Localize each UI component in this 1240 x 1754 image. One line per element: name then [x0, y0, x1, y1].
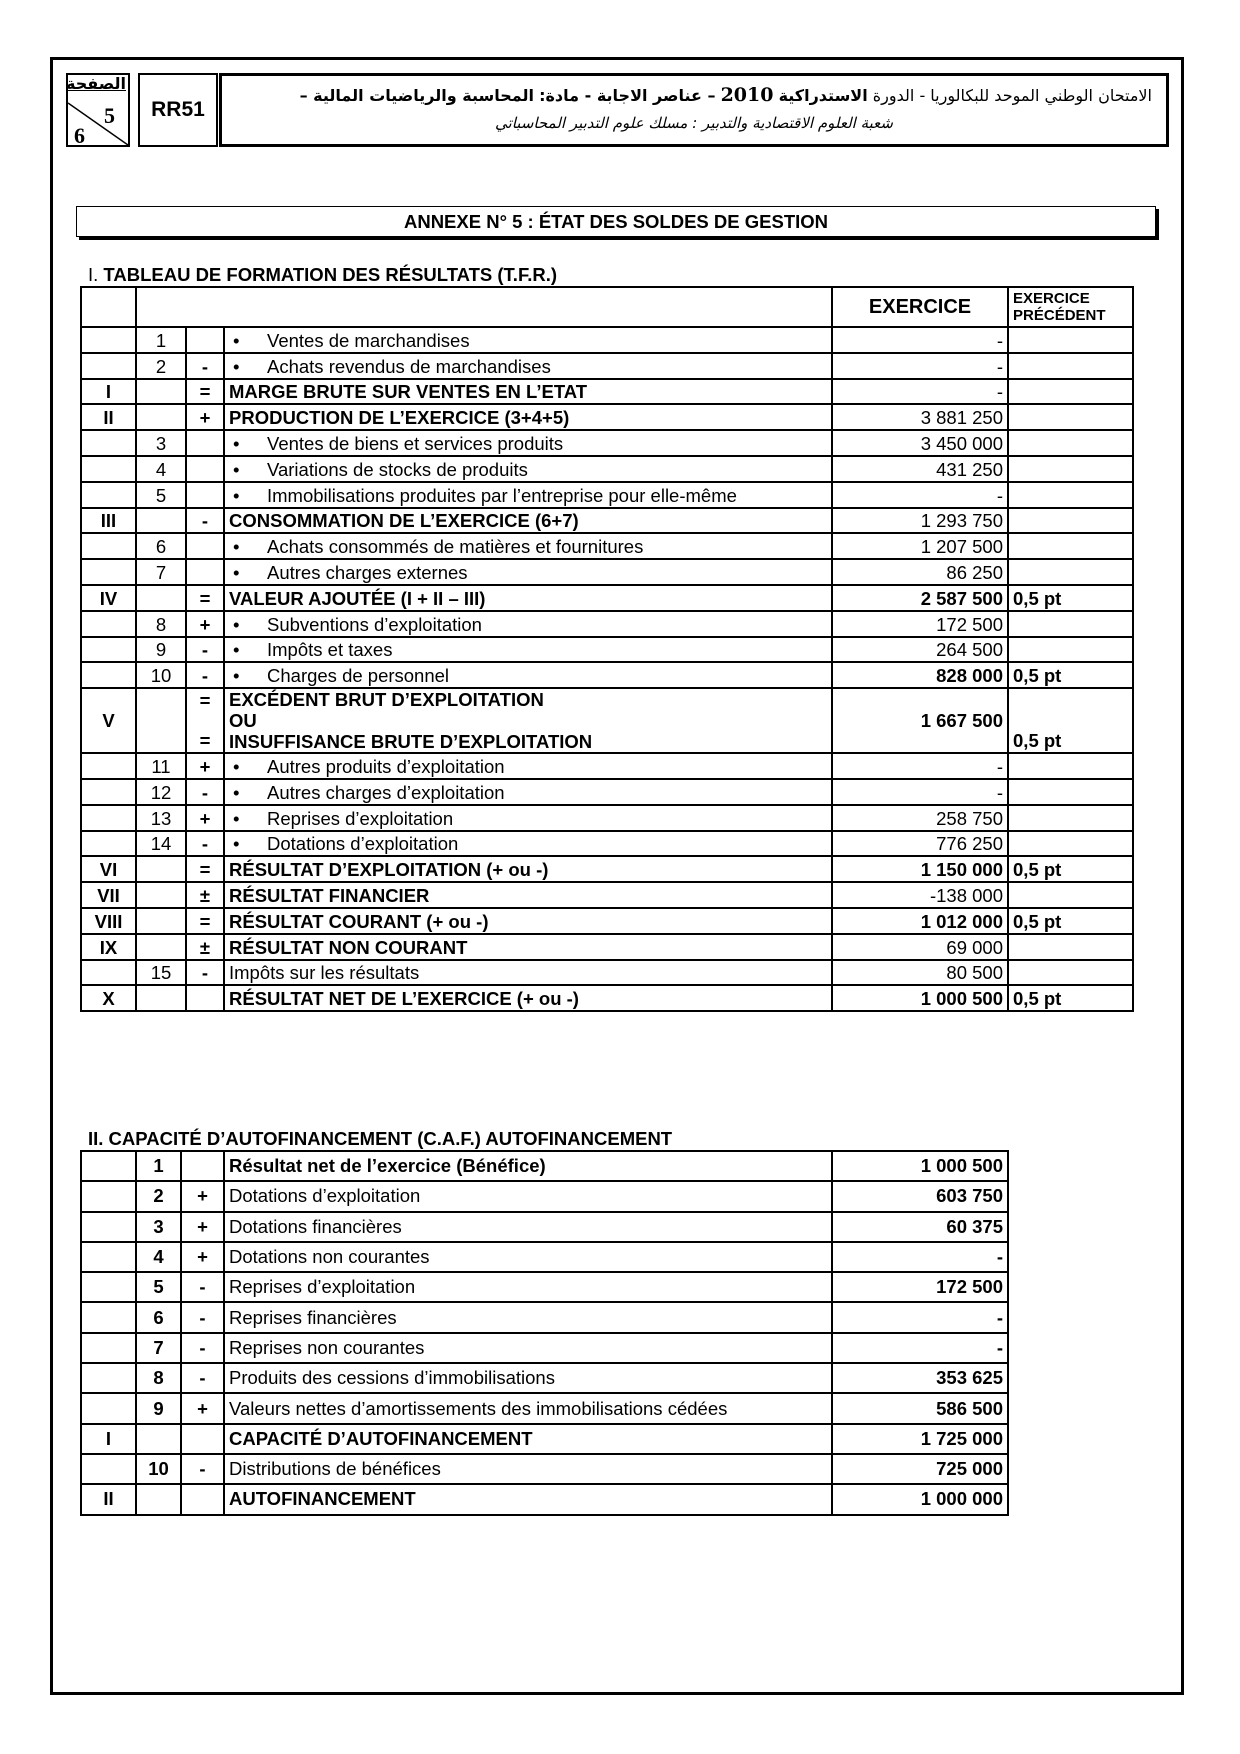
row-points [1008, 882, 1133, 908]
row-sign: - [181, 1302, 224, 1332]
row-roman: II [81, 404, 136, 430]
row-label: AUTOFINANCEMENT [224, 1484, 832, 1514]
row-sign: + [181, 1212, 224, 1242]
tfr-row [81, 611, 1133, 637]
row-points: 0,5 pt [1008, 856, 1133, 882]
row-sign: - [181, 1333, 224, 1363]
row-number: 6 [136, 1302, 181, 1332]
row-value: -138 000 [832, 882, 1008, 908]
row-points: 0,5 pt [1008, 985, 1133, 1011]
caf-row [81, 1242, 1008, 1272]
caf-title: II. CAPACITÉ D’AUTOFINANCEMENT (C.A.F.) AUTOFINANCEMENT [88, 1128, 673, 1149]
caf-row [81, 1212, 1008, 1242]
row-points: 0,5 pt [1008, 585, 1133, 611]
tfr-row [81, 985, 1133, 1011]
row-points [1008, 753, 1133, 779]
tfr-row [81, 533, 1133, 559]
row-label: CAPACITÉ D’AUTOFINANCEMENT [224, 1424, 832, 1454]
tfr-row [81, 662, 1133, 688]
row-value: 828 000 [832, 662, 1008, 688]
row-number: 8 [136, 611, 186, 637]
tfr-row [81, 404, 1133, 430]
title-subject: المحاسبة والرياضيات المالية – [299, 86, 534, 105]
row-sign: = [186, 379, 224, 405]
row-roman [81, 559, 136, 585]
row-label: • Reprises d’exploitation [224, 805, 832, 831]
tfr-row [81, 856, 1133, 882]
row-number: 13 [136, 805, 186, 831]
row-roman [81, 1393, 136, 1423]
row-value: 1 150 000 [832, 856, 1008, 882]
row-sign [181, 1151, 224, 1181]
tfr-row [81, 908, 1133, 934]
row-number [136, 379, 186, 405]
row-number: 6 [136, 533, 186, 559]
row-number: 7 [136, 1333, 181, 1363]
row-points [1008, 960, 1133, 986]
row-roman [81, 1181, 136, 1211]
row-label: Impôts sur les résultats [224, 960, 832, 986]
caf-row [81, 1484, 1008, 1514]
row-sign [186, 533, 224, 559]
row-sign: + [186, 753, 224, 779]
row-roman [81, 353, 136, 379]
title-year: 2010 [720, 84, 774, 106]
row-sign: + [186, 805, 224, 831]
row-label: • Charges de personnel [224, 662, 832, 688]
tfr-row [81, 508, 1133, 534]
row-points [1008, 353, 1133, 379]
row-label: Reprises d’exploitation [224, 1272, 832, 1302]
col-exercice: EXERCICE [832, 287, 1008, 327]
row-sign: - [186, 662, 224, 688]
row-roman [81, 1454, 136, 1484]
row-points [1008, 379, 1133, 405]
row-number: 11 [136, 753, 186, 779]
row-sign: = [186, 585, 224, 611]
row-label: VALEUR AJOUTÉE (I + II – III) [224, 585, 832, 611]
tfr-row-ebe [81, 688, 1133, 753]
row-sign: - [186, 831, 224, 857]
row-value: 776 250 [832, 831, 1008, 857]
tfr-row [81, 559, 1133, 585]
row-label: • Ventes de biens et services produits [224, 430, 832, 456]
row-points: 0,5 pt [1008, 662, 1133, 688]
row-sign [186, 985, 224, 1011]
row-sign: ± [186, 934, 224, 960]
exam-subtitle: شعبة العلوم الاقتصادية والتدبير : مسلك علوم التدبير المحاسباتي [495, 114, 893, 132]
title-part1: الامتحان الوطني الموحد للبكالوريا - الدورة [872, 86, 1152, 105]
row-sign: = [186, 856, 224, 882]
row-roman [81, 456, 136, 482]
sign-2: = [199, 729, 211, 751]
row-points [1008, 934, 1133, 960]
row-roman [81, 637, 136, 663]
row-number: 4 [136, 1242, 181, 1272]
row-label: Produits des cessions d’immobilisations [224, 1363, 832, 1393]
tfr-table [80, 286, 1134, 1012]
row-roman: II [81, 1484, 136, 1514]
row-number [136, 856, 186, 882]
row-number: 2 [136, 353, 186, 379]
row-number: 1 [136, 327, 186, 353]
row-label: • Autres charges d’exploitation [224, 779, 832, 805]
row-value: - [832, 482, 1008, 508]
row-label: CONSOMMATION DE L’EXERCICE (6+7) [224, 508, 832, 534]
row-number: 15 [136, 960, 186, 986]
row-value: 3 881 250 [832, 404, 1008, 430]
row-value: 1 293 750 [832, 508, 1008, 534]
row-roman [81, 1151, 136, 1181]
row-value: 1 000 500 [832, 1151, 1008, 1181]
tfr-title: I. TABLEAU DE FORMATION DES RÉSULTATS (T.F.R.) [88, 264, 557, 285]
row-label: Résultat net de l’exercice (Bénéfice) [224, 1151, 832, 1181]
row-points: 0,5 pt [1008, 908, 1133, 934]
tfr-row [81, 753, 1133, 779]
row-points [1008, 831, 1133, 857]
row-roman: VII [81, 882, 136, 908]
ebe-line3: INSUFFISANCE BRUTE D’EXPLOITATION [229, 731, 593, 753]
caf-row [81, 1272, 1008, 1302]
row-value: 353 625 [832, 1363, 1008, 1393]
row-sign: + [181, 1181, 224, 1211]
row-label: • Achats revendus de marchandises [224, 353, 832, 379]
row-value: - [832, 1242, 1008, 1272]
tfr-row [81, 779, 1133, 805]
row-sign: - [181, 1272, 224, 1302]
row-label: Reprises financières [224, 1302, 832, 1332]
caf-row [81, 1302, 1008, 1332]
row-roman [81, 327, 136, 353]
ebe-line2: OU [229, 710, 257, 732]
row-roman: VIII [81, 908, 136, 934]
row-number: 4 [136, 456, 186, 482]
page-number-box [66, 73, 130, 147]
row-value: - [832, 753, 1008, 779]
row-roman [81, 662, 136, 688]
row-sign: - [186, 779, 224, 805]
row-number [136, 934, 186, 960]
tfr-row [81, 831, 1133, 857]
col-exercice-precedent: EXERCICE PRÉCÉDENT [1008, 287, 1133, 327]
caf-row [81, 1454, 1008, 1484]
ebe-line1: EXCÉDENT BRUT D’EXPLOITATION [229, 689, 544, 711]
row-value: 725 000 [832, 1454, 1008, 1484]
tfr-row [81, 805, 1133, 831]
row-sign [186, 559, 224, 585]
row-roman [81, 779, 136, 805]
row-label [224, 688, 832, 753]
row-sign: + [181, 1393, 224, 1423]
row-label: • Achats consommés de matières et fournitures [224, 533, 832, 559]
row-value: 1 012 000 [832, 908, 1008, 934]
row-sign [181, 1484, 224, 1514]
page-total: 6 [74, 123, 85, 148]
row-sign [186, 430, 224, 456]
row-number: 10 [136, 662, 186, 688]
row-number [136, 882, 186, 908]
row-points [1008, 559, 1133, 585]
row-value: - [832, 353, 1008, 379]
row-label: Dotations financières [224, 1212, 832, 1242]
row-points [1008, 327, 1133, 353]
row-label: • Ventes de marchandises [224, 327, 832, 353]
row-roman: IX [81, 934, 136, 960]
tfr-row [81, 456, 1133, 482]
row-roman: V [81, 688, 136, 753]
row-value: 80 500 [832, 960, 1008, 986]
row-sign [186, 688, 224, 753]
row-label: Dotations non courantes [224, 1242, 832, 1272]
row-number: 3 [136, 1212, 181, 1242]
row-label: Reprises non courantes [224, 1333, 832, 1363]
row-roman [81, 1302, 136, 1332]
row-number: 9 [136, 637, 186, 663]
row-label: RÉSULTAT FINANCIER [224, 882, 832, 908]
row-roman [81, 533, 136, 559]
tfr-row [81, 934, 1133, 960]
row-roman [81, 482, 136, 508]
caf-row [81, 1151, 1008, 1181]
row-sign: - [181, 1454, 224, 1484]
row-roman [81, 1333, 136, 1363]
row-label: Distributions de bénéfices [224, 1454, 832, 1484]
row-roman [81, 805, 136, 831]
row-roman: III [81, 508, 136, 534]
row-number: 1 [136, 1151, 181, 1181]
row-value: 2 587 500 [832, 585, 1008, 611]
row-value: - [832, 1333, 1008, 1363]
row-number [136, 688, 186, 753]
row-points [1008, 456, 1133, 482]
row-label: RÉSULTAT D’EXPLOITATION (+ ou -) [224, 856, 832, 882]
caf-row [81, 1181, 1008, 1211]
row-number [136, 404, 186, 430]
row-label: • Autres produits d’exploitation [224, 753, 832, 779]
caf-row [81, 1333, 1008, 1363]
tfr-row [81, 379, 1133, 405]
row-value: 172 500 [832, 1272, 1008, 1302]
row-sign: - [186, 637, 224, 663]
tfr-header-row [81, 287, 1133, 327]
row-number: 8 [136, 1363, 181, 1393]
row-value: 1 207 500 [832, 533, 1008, 559]
row-sign: - [186, 353, 224, 379]
row-number: 2 [136, 1181, 181, 1211]
row-value: - [832, 1302, 1008, 1332]
row-label: • Dotations d’exploitation [224, 831, 832, 857]
row-label: RÉSULTAT COURANT (+ ou -) [224, 908, 832, 934]
row-sign: - [186, 508, 224, 534]
row-number [136, 1424, 181, 1454]
exam-title-line1 [300, 84, 1152, 106]
row-points [1008, 805, 1133, 831]
caf-row [81, 1424, 1008, 1454]
row-value: 603 750 [832, 1181, 1008, 1211]
row-points [1008, 430, 1133, 456]
row-roman [81, 430, 136, 456]
row-roman [81, 960, 136, 986]
row-roman [81, 611, 136, 637]
row-roman [81, 1272, 136, 1302]
row-label: Dotations d’exploitation [224, 1181, 832, 1211]
tfr-row [81, 482, 1133, 508]
row-roman: I [81, 379, 136, 405]
row-number: 3 [136, 430, 186, 456]
row-sign [181, 1424, 224, 1454]
row-value: - [832, 379, 1008, 405]
row-sign: + [186, 404, 224, 430]
tfr-row [81, 430, 1133, 456]
annex-title: ANNEXE N° 5 : ÉTAT DES SOLDES DE GESTION [76, 206, 1156, 237]
row-sign: + [181, 1242, 224, 1272]
tfr-row [81, 585, 1133, 611]
row-value: 172 500 [832, 611, 1008, 637]
row-sign: - [186, 960, 224, 986]
row-sign: = [186, 908, 224, 934]
row-sign: ± [186, 882, 224, 908]
row-roman: I [81, 1424, 136, 1454]
exam-code: RR51 [138, 73, 218, 147]
row-number: 7 [136, 559, 186, 585]
row-points [1008, 533, 1133, 559]
row-value: 60 375 [832, 1212, 1008, 1242]
tfr-row [81, 882, 1133, 908]
row-number [136, 1484, 181, 1514]
row-points [1008, 508, 1133, 534]
row-roman: VI [81, 856, 136, 882]
row-label: • Variations de stocks de produits [224, 456, 832, 482]
row-number: 12 [136, 779, 186, 805]
row-number [136, 985, 186, 1011]
row-label: • Autres charges externes [224, 559, 832, 585]
caf-row [81, 1363, 1008, 1393]
tfr-row [81, 353, 1133, 379]
row-points: 0,5 pt [1008, 688, 1133, 753]
row-number: 9 [136, 1393, 181, 1423]
tfr-title-text: TABLEAU DE FORMATION DES RÉSULTATS (T.F.R.) [103, 264, 557, 285]
row-roman [81, 831, 136, 857]
row-value: 586 500 [832, 1393, 1008, 1423]
row-roman [81, 1212, 136, 1242]
row-points [1008, 779, 1133, 805]
row-number: 5 [136, 1272, 181, 1302]
row-value: 1 000 000 [832, 1484, 1008, 1514]
row-value: 3 450 000 [832, 430, 1008, 456]
row-value: 69 000 [832, 934, 1008, 960]
tfr-row [81, 327, 1133, 353]
title-part2: – عناصر الاجابة - مادة: [539, 86, 716, 105]
row-value: 1 000 500 [832, 985, 1008, 1011]
page-label: الصفحة [65, 74, 126, 93]
row-number: 14 [136, 831, 186, 857]
row-value: - [832, 327, 1008, 353]
sign-1: = [199, 689, 211, 711]
row-value: 86 250 [832, 559, 1008, 585]
row-points [1008, 611, 1133, 637]
row-sign: + [186, 611, 224, 637]
row-label: Valeurs nettes d’amortissements des immobilisations cédées [224, 1393, 832, 1423]
row-number: 10 [136, 1454, 181, 1484]
row-number [136, 908, 186, 934]
row-value: - [832, 779, 1008, 805]
row-label: RÉSULTAT NON COURANT [224, 934, 832, 960]
row-points [1008, 404, 1133, 430]
row-number [136, 585, 186, 611]
row-points [1008, 482, 1133, 508]
row-points [1008, 637, 1133, 663]
row-value: 258 750 [832, 805, 1008, 831]
caf-row [81, 1393, 1008, 1423]
row-roman [81, 753, 136, 779]
row-value: 431 250 [832, 456, 1008, 482]
row-value: 1 725 000 [832, 1424, 1008, 1454]
row-sign [186, 482, 224, 508]
row-roman [81, 1242, 136, 1272]
row-roman: IV [81, 585, 136, 611]
row-sign [186, 456, 224, 482]
title-session: الاستدراكية [778, 86, 868, 105]
row-label: PRODUCTION DE L’EXERCICE (3+4+5) [224, 404, 832, 430]
row-number: 5 [136, 482, 186, 508]
row-value: 1 667 500 [832, 688, 1008, 753]
row-label: RÉSULTAT NET DE L’EXERCICE (+ ou -) [224, 985, 832, 1011]
caf-table [80, 1150, 1009, 1516]
tfr-row [81, 637, 1133, 663]
exam-title [219, 73, 1169, 147]
row-label: • Subventions d’exploitation [224, 611, 832, 637]
row-roman [81, 1363, 136, 1393]
tfr-row [81, 960, 1133, 986]
row-label: • Immobilisations produites par l’entreprise pour elle-même [224, 482, 832, 508]
row-label: MARGE BRUTE SUR VENTES EN L’ETAT [224, 379, 832, 405]
page-current: 5 [104, 103, 115, 128]
row-label: • Impôts et taxes [224, 637, 832, 663]
row-number [136, 508, 186, 534]
row-value: 264 500 [832, 637, 1008, 663]
row-roman: X [81, 985, 136, 1011]
row-sign: - [181, 1363, 224, 1393]
row-sign [186, 327, 224, 353]
